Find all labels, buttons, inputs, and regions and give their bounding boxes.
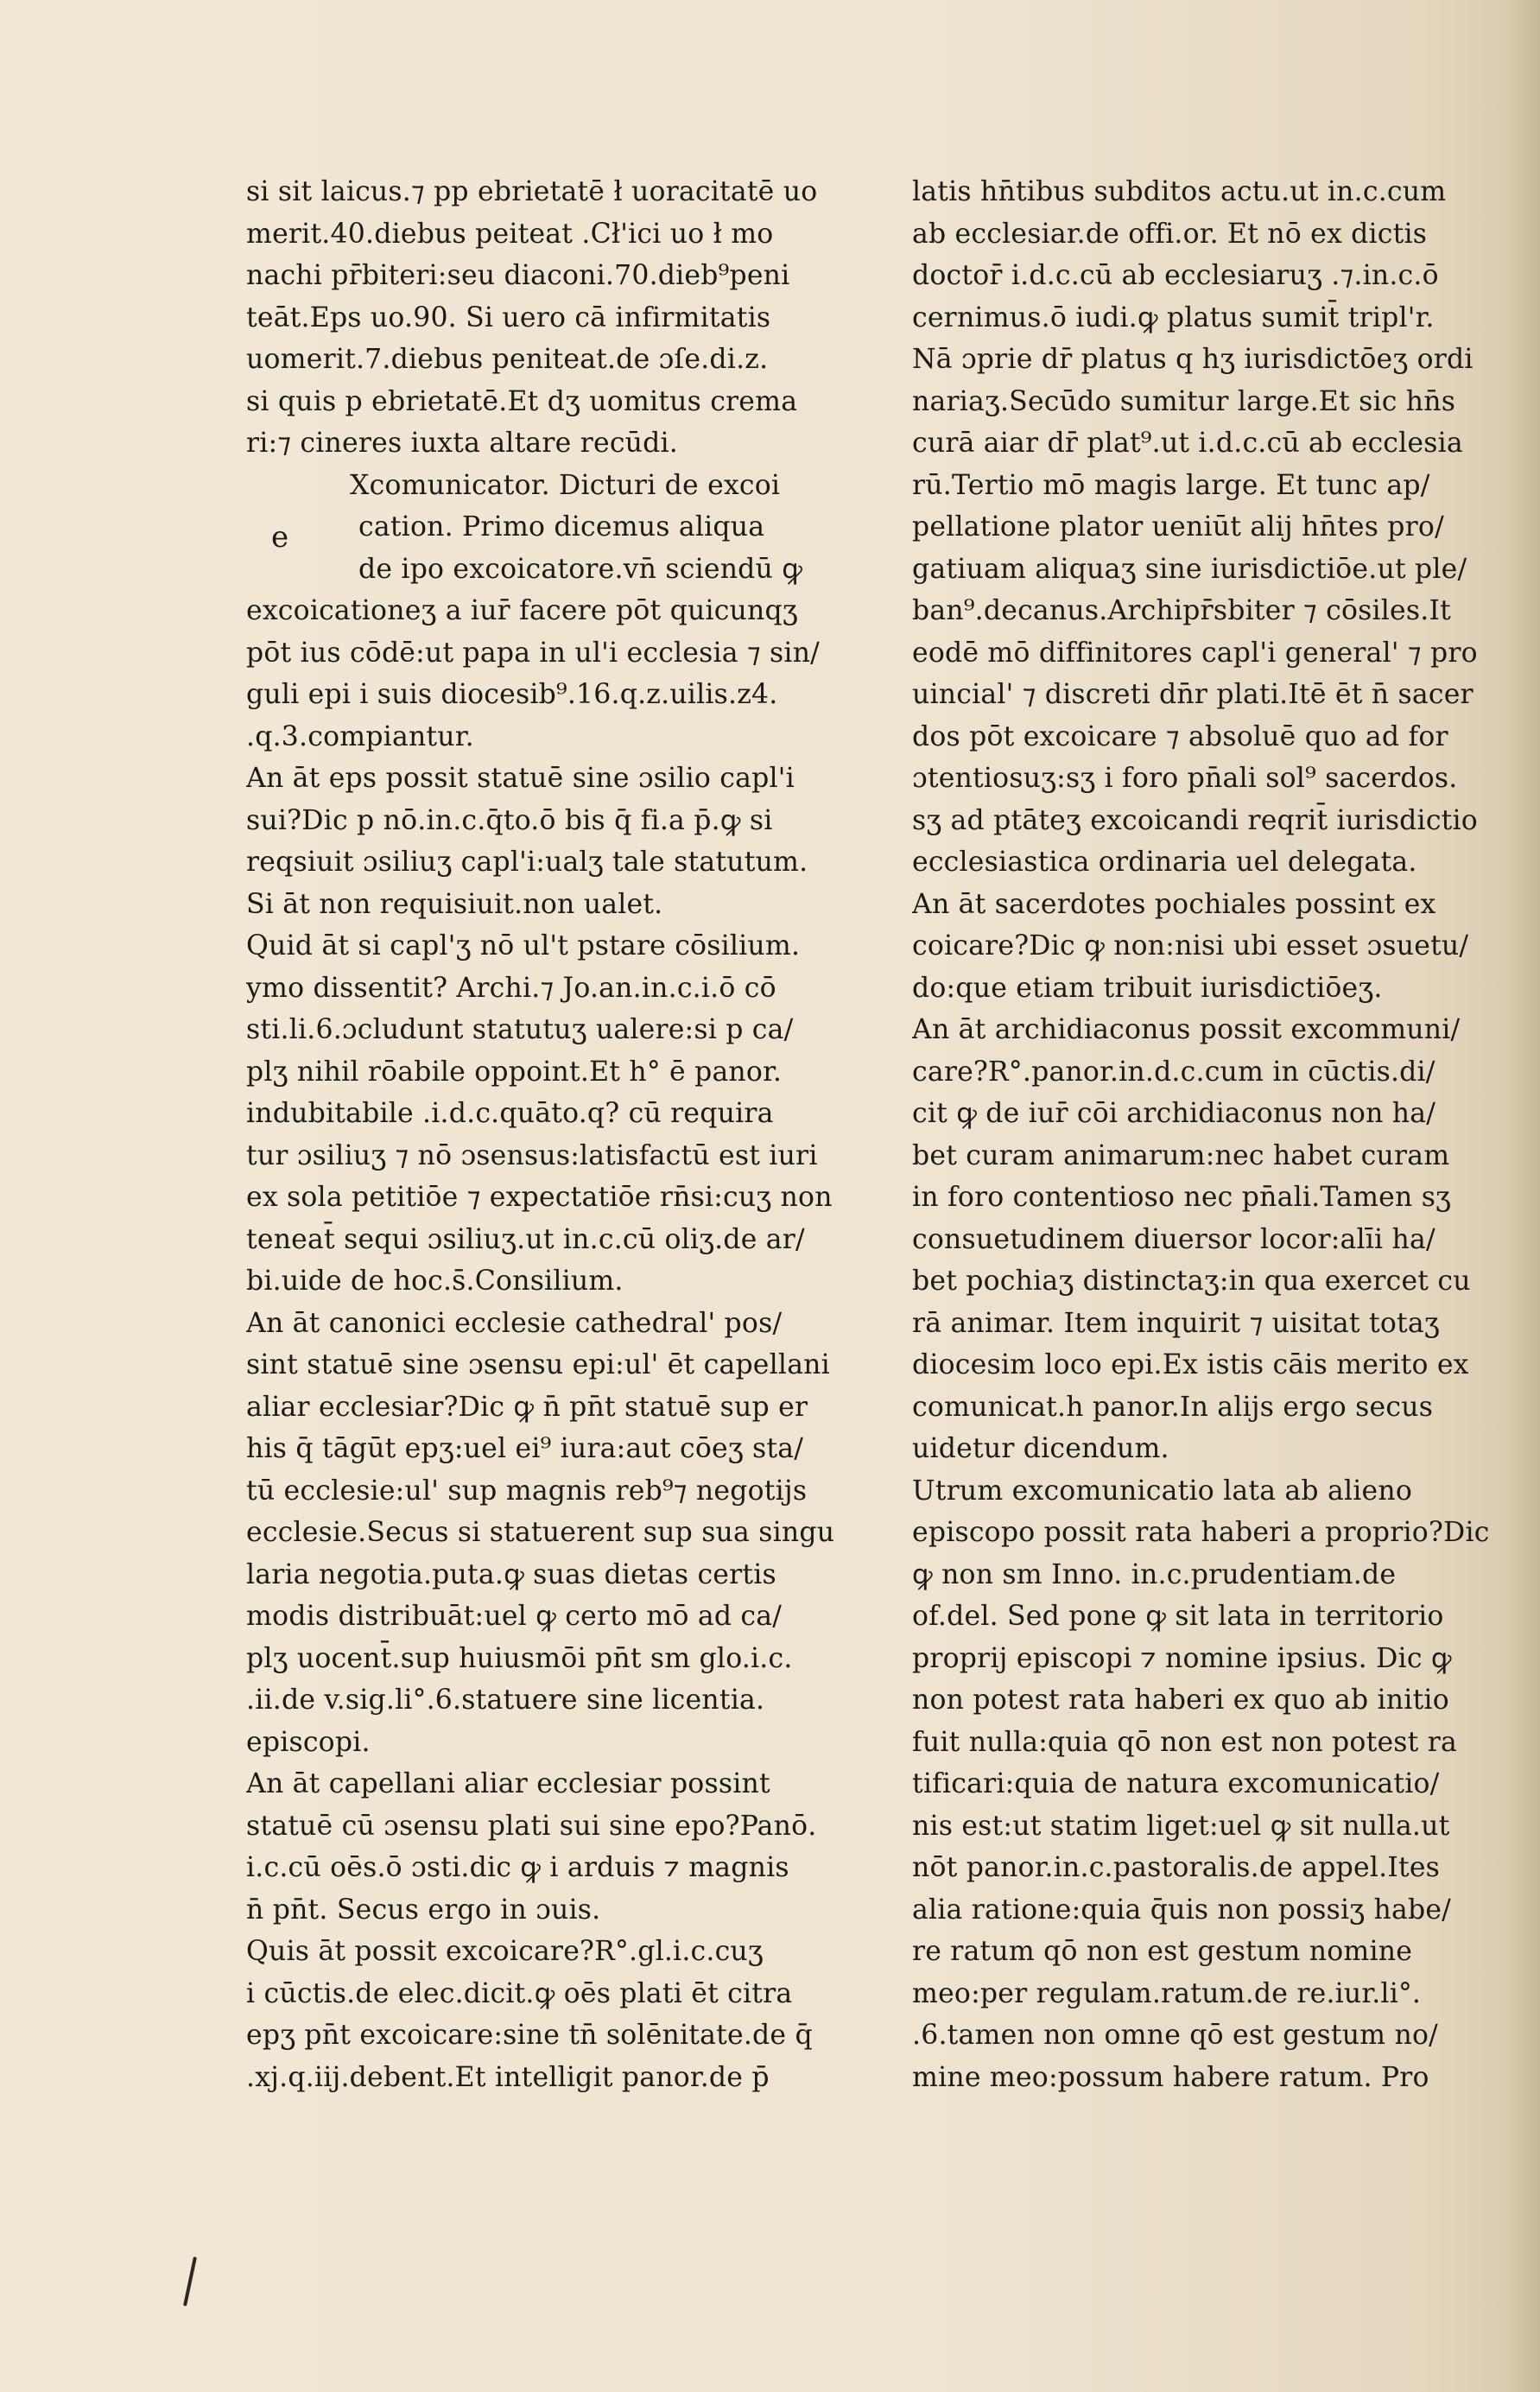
left-column-line: episcopi. (246, 1726, 371, 1758)
left-column-line: teneat̄ sequi ɔsiliuʒ.ut in.c.cū oliʒ.de ar/ (246, 1223, 805, 1255)
left-column-line: n̄ pn̄t. Secus ergo in ɔuis. (246, 1894, 601, 1926)
left-column-line: bi.uide de hoc.s̄.Consilium. (246, 1266, 624, 1297)
right-column (912, 171, 1517, 2098)
left-column-line: nachi pr̄biteri:seu diaconi.70.dieb⁹peni (246, 260, 790, 291)
left-column-line: sui?Dic p nō.in.c.q̄to.ō bis q̄ fi.a p̄.ꝙ si (246, 804, 773, 836)
left-column-line: ecclesie.Secus si statuerent sup sua singu (246, 1517, 835, 1548)
right-column-line: do:que etiam tribuit iurisdictiōeʒ. (912, 972, 1383, 1004)
right-column-line: doctor̄ i.d.c.cū ab ecclesiaruʒ .⁊.in.c.ō (912, 260, 1439, 291)
right-column-line: uidetur dicendum. (912, 1433, 1169, 1464)
right-column-line: coicare?Dic ꝙ non:nisi ubi esset ɔsuetu/ (912, 930, 1469, 961)
right-column-line: consuetudinem diuersor locor:alīi ha/ (912, 1223, 1435, 1255)
left-column-line: sint statuē sine ɔsensu epi:ul' ēt capellani (246, 1349, 830, 1380)
left-column-line: An āt eps possit statuē sine ɔsilio capl'i (246, 763, 795, 794)
right-column-line: pellatione plator ueniūt alij hn̄tes pro/ (912, 511, 1444, 542)
right-column-line: An āt archidiaconus possit excommuni/ (912, 1014, 1461, 1045)
left-column-line: uomerit.7.diebus peniteat.de ɔſe.di.z. (246, 344, 769, 375)
left-column-line: laria negotia.puta.ꝙ suas dietas certis (246, 1558, 776, 1590)
left-column-line: si quis p ebrietatē.Et dʒ uomitus crema (246, 385, 798, 417)
left-column-line: ri:⁊ cineres iuxta altare recūdi. (246, 428, 679, 459)
left-column-line: cation. Primo dicemus aliqua (358, 511, 765, 542)
right-column-line: nariaʒ.Secūdo sumitur large.Et sic hn̄s (912, 385, 1456, 417)
left-column-line: Quid āt si capl'ʒ nō ul't pstare cōsilium. (246, 930, 801, 961)
right-column-line: of.del. Sed pone ꝙ sit lata in territorio (912, 1601, 1444, 1632)
right-column-line: alia ratione:quia q̄uis non possiʒ habe/ (912, 1894, 1451, 1926)
right-column-line: Nā ɔprie dr̄ platus q hʒ iurisdictōeʒ ordi (912, 344, 1473, 375)
right-column-line: non potest rata haberi ex quo ab initio (912, 1685, 1449, 1716)
right-column-line: ꝙ non sm Inno. in.c.prudentiam.de (912, 1558, 1397, 1590)
right-column-line: cernimus.ō iudi.ꝙ platus sumit̄ tripl'r. (912, 301, 1435, 333)
left-column-line: sti.li.6.ɔcludunt statutuʒ ualere:si p ca/ (246, 1014, 794, 1045)
left-column-line: de ipo excoicatore.vn̄ sciendū ꝙ (358, 553, 803, 585)
right-column-line: ab ecclesiar.de offi.or. Et nō ex dictis (912, 218, 1428, 250)
left-column-line: modis distribuāt:uel ꝙ certo mō ad ca/ (246, 1601, 783, 1632)
left-column-line: plʒ nihil rōabile oppoint.Et h° ē panor. (246, 1056, 783, 1088)
initial-letter: e (271, 520, 289, 555)
right-column-line: sʒ ad ptāteʒ excoicandi reqrit̄ iurisdictio (912, 804, 1478, 836)
left-column-line: reqsiuit ɔsiliuʒ capl'i:ualʒ tale statutum. (246, 847, 808, 878)
right-column-line: comunicat.h panor.In alijs ergo secus (912, 1391, 1434, 1423)
right-column-line: uincial' ⁊ discreti dn̄r plati.Itē ēt n̄ sacer (912, 679, 1473, 710)
right-column-line: care?R°.panor.in.d.c.cum in cūctis.di/ (912, 1056, 1435, 1088)
right-column-line: tificari:quia de natura excomunicatio/ (912, 1768, 1440, 1799)
right-column-line: .6.tamen non omne qō est gestum no/ (912, 2020, 1438, 2051)
left-column-line: pōt ius cōdē:ut papa in ul'i ecclesia ⁊ sin/ (246, 637, 820, 669)
right-column-line: mine meo:possum habere ratum. Pro (912, 2061, 1429, 2093)
left-column-line: si sit laicus.⁊ pp ebrietatē ł uoracitatē uo (246, 176, 818, 207)
left-column-line: teāt.Eps uo.90. Si uero cā infirmitatis (246, 301, 771, 333)
left-column (246, 171, 881, 2098)
left-column-line: his q̄ tāgūt epʒ:uel ei⁹ iura:aut cōeʒ sta/ (246, 1433, 804, 1464)
left-column-line: i cūctis.de elec.dicit.ꝙ oēs plati ēt citra (246, 1977, 793, 2009)
right-column-line: rā animar. Item inquirit ⁊ uisitat totaʒ (912, 1307, 1440, 1339)
left-column-line: tū ecclesie:ul' sup magnis reb⁹⁊ negotijs (246, 1475, 808, 1507)
left-column-line: .ii.de v.sig.li°.6.statuere sine licentia. (246, 1685, 765, 1716)
left-column-line: ex sola petitiōe ⁊ expectatiōe rn̄si:cuʒ non (246, 1182, 833, 1213)
right-column-line: episcopo possit rata haberi a proprio?Dic (912, 1517, 1490, 1548)
right-column-line: fuit nulla:quia qō non est non potest ra (912, 1726, 1457, 1758)
left-column-line: i.c.cū oēs.ō ɔsti.dic ꝙ i arduis ⁊ magnis (246, 1852, 789, 1883)
left-column-line: Si āt non requisiuit.non ualet. (246, 888, 663, 920)
right-column-line: dos pōt excoicare ⁊ absoluē quo ad for (912, 720, 1448, 752)
right-column-line: nōt panor.in.c.pastoralis.de appel.Ites (912, 1852, 1441, 1883)
left-column-line: .q.3.compiantur. (246, 720, 474, 752)
right-column-line: curā aiar dr̄ plat⁹.ut i.d.c.cū ab ecclesia (912, 428, 1463, 459)
left-column-line: plʒ uocent̄.sup huiusmōi pn̄t sm glo.i.c. (246, 1642, 793, 1674)
left-column-line: guli epi i suis diocesib⁹.16.q.z.uilis.z4. (246, 679, 778, 710)
right-column-line: eodē mō diffinitores capl'i general' ⁊ pro (912, 637, 1478, 669)
right-column-line: An āt sacerdotes pochiales possint ex (912, 888, 1436, 920)
right-column-line: ban⁹.decanus.Archipr̄sbiter ⁊ cōsiles.It (912, 595, 1451, 626)
left-column-line: aliar ecclesiar?Dic ꝙ n̄ pn̄t statuē sup er (246, 1391, 808, 1423)
right-column-line: proprij episcopi ⁊ nomine ipsius. Dic ꝙ (912, 1642, 1452, 1674)
right-column-line: in foro contentioso nec pn̄ali.Tamen sʒ (912, 1182, 1452, 1213)
left-column-line: tur ɔsiliuʒ ⁊ nō ɔsensus:latisfactū est iuri (246, 1139, 818, 1171)
right-column-line: re ratum qō non est gestum nomine (912, 1936, 1413, 1967)
right-column-line: Utrum excomunicatio lata ab alieno (912, 1475, 1412, 1507)
right-column-line: meo:per regulam.ratum.de re.iur.li°. (912, 1977, 1422, 2009)
right-column-line: diocesim loco epi.Ex istis cāis merito ex (912, 1349, 1469, 1380)
right-column-line: bet curam animarum:nec habet curam (912, 1139, 1450, 1171)
right-column-line: ɔtentiosuʒ:sʒ i foro pn̄ali sol⁹ sacerdos. (912, 763, 1458, 794)
right-column-line: rū.Tertio mō magis large. Et tunc ap/ (912, 469, 1430, 501)
left-column-line: merit.40.diebus peiteat .Cł'ici uo ł mo (246, 218, 774, 250)
right-column-line: nis est:ut statim liget:uel ꝙ sit nulla.ut (912, 1810, 1450, 1842)
left-column-line: ymo dissentit? Archi.⁊ Jo.an.in.c.i.ō cō (246, 972, 776, 1004)
right-column-line: latis hn̄tibus subditos actu.ut in.c.cum (912, 176, 1447, 207)
right-column-line: ecclesiastica ordinaria uel delegata. (912, 847, 1417, 878)
left-column-line: indubitabile .i.d.c.quāto.q? cū requira (246, 1098, 774, 1129)
right-column-line: gatiuam aliquaʒ sine iurisdictiōe.ut ple/ (912, 553, 1467, 585)
left-column-line: An āt canonici ecclesie cathedral' pos/ (246, 1307, 783, 1339)
left-column-line: statuē cū ɔsensu plati sui sine epo?Panō. (246, 1810, 817, 1842)
left-column-line: excoicationeʒ a iur̄ facere pōt quicunqʒ (246, 595, 798, 626)
left-column-line: .xj.q.iij.debent.Et intelligit panor.de p̄ (246, 2061, 770, 2093)
ink-mark (183, 2256, 197, 2306)
left-column-line: epʒ pn̄t excoicare:sine tn̄ solēnitate.de q̄ (246, 2020, 813, 2051)
left-column-line: Quis āt possit excoicare?R°.gl.i.c.cuʒ (246, 1936, 764, 1967)
left-column-line: Xcomunicator. Dicturi de excoi (350, 469, 781, 501)
right-column-line: bet pochiaʒ distinctaʒ:in qua exercet cu (912, 1266, 1471, 1297)
left-column-line: An āt capellani aliar ecclesiar possint (246, 1768, 770, 1799)
right-column-line: cit ꝙ de iur̄ cōi archidiaconus non ha/ (912, 1098, 1436, 1129)
